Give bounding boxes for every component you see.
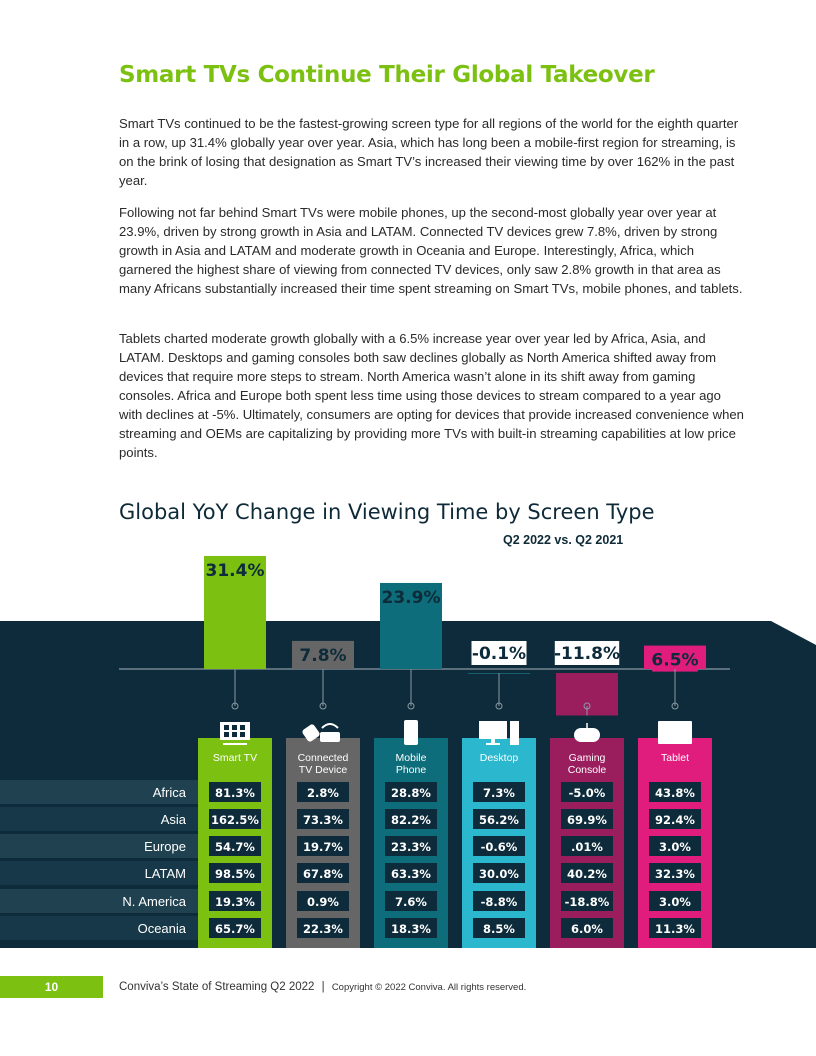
smart-tv-tile (232, 725, 237, 730)
controller (574, 728, 600, 742)
column-label-2-0: Mobile (395, 752, 427, 764)
cell-value-0-1: 2.8% (307, 786, 339, 800)
cell-value-5-3: 8.5% (483, 922, 515, 936)
cell-value-3-1: 67.8% (303, 867, 343, 881)
cell-value-0-3: 7.3% (483, 786, 515, 800)
cell-value-5-5: 11.3% (655, 922, 695, 936)
page-heading: Smart TVs Continue Their Global Takeover (119, 62, 655, 88)
region-label-2: Europe (144, 839, 186, 854)
cell-value-1-1: 73.3% (303, 813, 343, 827)
cell-value-4-4: -18.8% (564, 895, 610, 909)
tablet-body (658, 721, 692, 744)
column-label-2-1: Phone (395, 764, 427, 776)
cell-value-5-2: 18.3% (391, 922, 431, 936)
column-label-3-0: Desktop (479, 752, 519, 764)
value-label-3: -0.1% (471, 644, 527, 664)
cell-value-2-1: 19.7% (303, 840, 343, 854)
cell-value-1-2: 82.2% (391, 813, 431, 827)
cell-value-5-1: 22.3% (303, 922, 343, 936)
footer-copyright: Copyright © 2022 Conviva. All rights reserved. (331, 982, 527, 993)
cell-value-2-2: 23.3% (391, 840, 431, 854)
column-label-5-0: Tablet (660, 752, 690, 764)
chart-title: Global YoY Change in Viewing Time by Screen Type (119, 500, 655, 524)
cell-value-1-4: 69.9% (567, 813, 607, 827)
cell-value-0-4: -5.0% (568, 786, 606, 800)
monitor-neck (491, 739, 495, 743)
tower (510, 721, 519, 745)
mobile-phone-icon (404, 720, 418, 745)
region-label-1: Asia (160, 812, 186, 827)
cell-value-5-4: 6.0% (571, 922, 603, 936)
tablet-icon (658, 721, 692, 744)
cell-value-0-2: 28.8% (391, 786, 431, 800)
paragraph-3: Tablets charted moderate growth globally with a 6.5% increase year over year led by Africa, Asia, and LATAM. Desktops and gaming consoles both saw declines globally as North America shifted away from devices that require more steps to stream. North America wasn’t alone in its shift away from gaming consoles. Africa and Europe both spent less time using those devices to stream compared to a year ago with declines at -5%. Ultimately, consumers are opting for devices that provide increased convenience when streaming and OEMs are capitalizing by providing more TVs with built-in streaming capabilities at low price points. (119, 331, 744, 460)
paragraph-2: Following not far behind Smart TVs were mobile phones, up the second-most globally year over year at 23.9%, driven by strong growth in Asia and LATAM. Connected TV devices grew 7.8%, driven by strong growth in Asia and LATAM and moderate growth in Oceania and Europe. Interestingly, Africa, which garnered the highest share of viewing from connected TV devices, only saw 2.8% growth in that area as many Africans substantially increased their time spent streaming on Smart TVs, mobile phones, and tablets. (119, 205, 743, 296)
footer-text (119, 981, 526, 993)
value-label-0: 31.4% (205, 560, 265, 581)
cell-value-0-0: 81.3% (215, 786, 255, 800)
footer-title: Conviva’s State of Streaming Q2 2022 (119, 981, 315, 993)
cell-value-4-2: 7.6% (395, 895, 427, 909)
cell-value-2-4: .01% (571, 840, 603, 854)
cell-value-3-5: 32.3% (655, 867, 695, 881)
smart-tv-tile (224, 725, 229, 730)
region-label-0: Africa (152, 785, 186, 800)
cell-value-1-0: 162.5% (211, 813, 259, 827)
cell-value-1-5: 92.4% (655, 813, 695, 827)
region-label-3: LATAM (144, 866, 186, 881)
monitor (479, 721, 507, 739)
monitor-base (486, 743, 500, 745)
cell-value-4-5: 3.0% (659, 895, 691, 909)
footer-separator: | (321, 981, 325, 993)
cell-value-4-0: 19.3% (215, 895, 255, 909)
column-label-1-0: Connected (297, 752, 349, 764)
cell-value-2-0: 54.7% (215, 840, 255, 854)
region-label-4: N. America (122, 894, 186, 909)
column-label-4-0: Gaming (568, 752, 606, 764)
cell-value-3-3: 30.0% (479, 867, 519, 881)
cell-value-5-0: 65.7% (215, 922, 255, 936)
smart-tv-tile (232, 732, 237, 737)
value-label-4: -11.8% (553, 644, 621, 664)
device-box (320, 732, 340, 742)
page-number: 10 (44, 980, 59, 994)
cell-value-3-4: 40.2% (567, 867, 607, 881)
column-label-4-1: Console (567, 764, 607, 776)
cell-value-2-5: 3.0% (659, 840, 691, 854)
cell-value-3-2: 63.3% (391, 867, 431, 881)
value-label-1: 7.8% (299, 645, 347, 666)
smart-tv-screen (220, 722, 250, 740)
value-label-5: 6.5% (651, 650, 699, 671)
cell-value-0-5: 43.8% (655, 786, 695, 800)
paragraph-1: Smart TVs continued to be the fastest-growing screen type for all regions of the world for the eighth quarter in a row, up 31.4% globally year over year. Asia, which has long been a mobile-first region for streaming, is on the brink of losing that designation as Smart TV’s increased their viewing time by over 162% in the past year. (119, 116, 739, 188)
phone-body (404, 720, 418, 745)
column-label-0-0: Smart TV (212, 752, 258, 764)
region-label-5: Oceania (137, 921, 186, 936)
chart-subtitle: Q2 2022 vs. Q2 2021 (503, 533, 624, 547)
cell-value-1-3: 56.2% (479, 813, 519, 827)
column-label-1-1: TV Device (298, 764, 348, 776)
smart-tv-tile (240, 725, 245, 730)
smart-tv-tile (224, 732, 229, 737)
value-label-2: 23.9% (381, 587, 441, 608)
cell-value-4-3: -8.8% (480, 895, 518, 909)
cell-value-2-3: -0.6% (480, 840, 518, 854)
cell-value-3-0: 98.5% (215, 867, 255, 881)
smart-tv-tile (240, 732, 245, 737)
cell-value-4-1: 0.9% (307, 895, 339, 909)
